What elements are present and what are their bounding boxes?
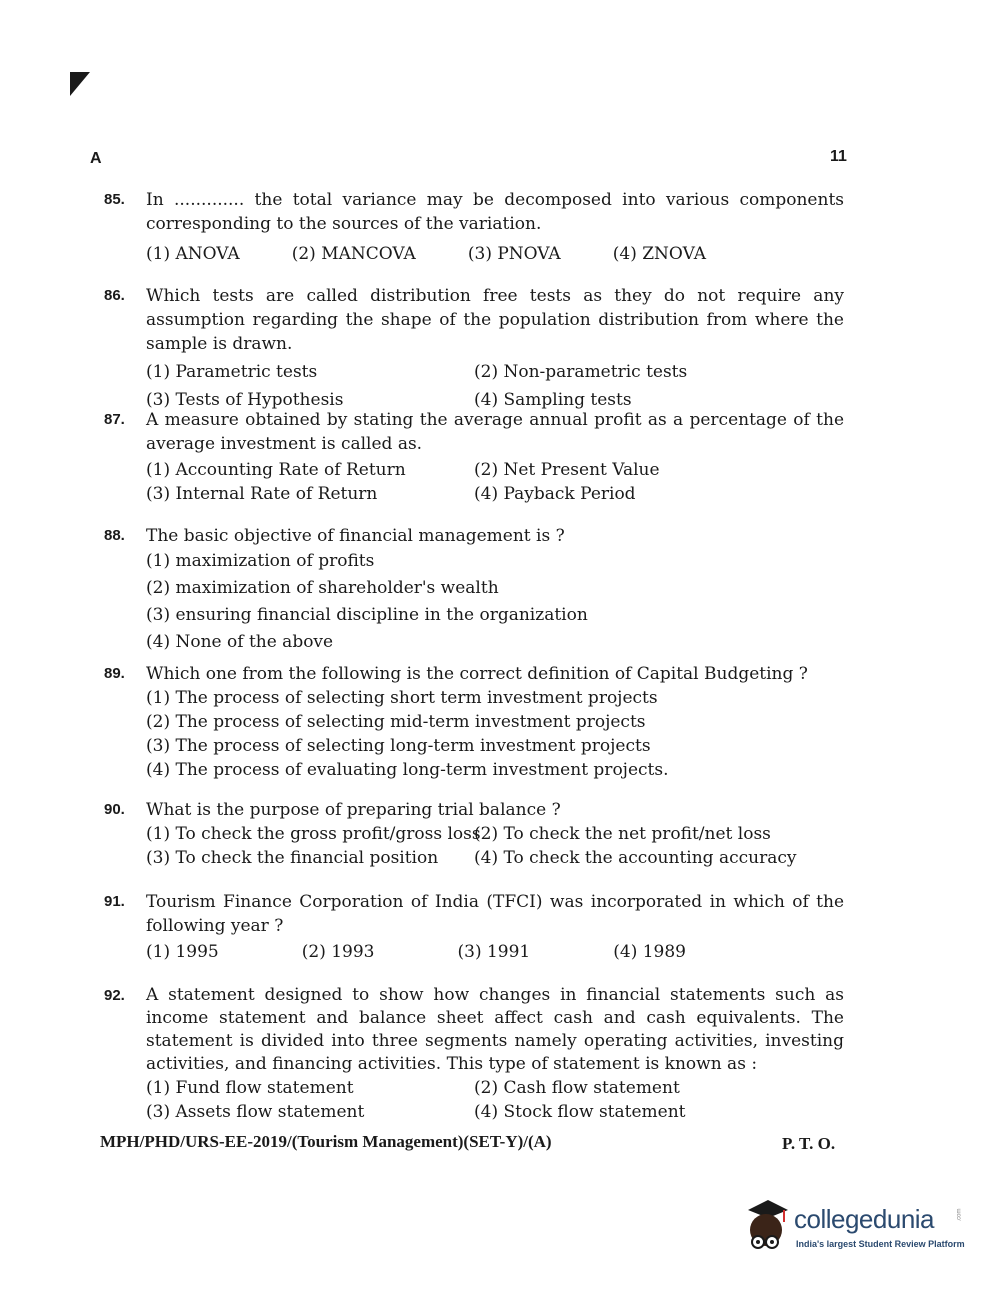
option-1: (1) 1995 — [146, 942, 219, 962]
options — [146, 686, 844, 782]
option-2: (2) Net Present Value — [474, 460, 660, 480]
question-text: Which tests are called distribution free tests as they do not require any assumption regarding the shape of the population distribution from where the sample is drawn. — [146, 286, 844, 354]
option-2: (2) Cash flow statement — [474, 1078, 680, 1098]
question-text: In ............. the total variance may be decomposed into various components corresponding to the sources of the variation. — [146, 190, 844, 234]
option-3: (3) Assets flow statement — [146, 1102, 365, 1122]
options — [146, 458, 844, 506]
option-2: (2) maximization of shareholder's wealth — [146, 578, 499, 598]
series-label: A — [90, 150, 102, 167]
option-3: (3) To check the financial position — [146, 848, 439, 868]
question-number: 92. — [104, 987, 125, 1004]
brand-suffix: .com — [956, 1208, 963, 1222]
option-4: (4) None of the above — [146, 632, 334, 652]
option-1: (1) ANOVA — [146, 244, 240, 264]
options — [146, 242, 706, 266]
question-85 — [104, 188, 844, 266]
collegedunia-logo — [738, 1196, 968, 1258]
brand-name: collegedunia — [794, 1204, 935, 1234]
options — [146, 1076, 844, 1124]
option-2: (2) To check the net profit/net loss — [474, 824, 771, 844]
question-text: Which one from the following is the correct definition of Capital Budgeting ? — [146, 664, 808, 684]
question-number: 90. — [104, 801, 125, 818]
options — [146, 822, 844, 870]
option-4: (4) Stock flow statement — [474, 1102, 686, 1122]
question-text: Tourism Finance Corporation of India (TFCI) was incorporated in which of the following year ? — [146, 892, 844, 936]
option-1: (1) Parametric tests — [146, 362, 318, 382]
options — [146, 940, 686, 964]
pto-label: P. T. O. — [782, 1134, 836, 1153]
page-number: 11 — [830, 148, 847, 165]
option-2: (2) The process of selecting mid-term investment projects — [146, 712, 646, 732]
question-89 — [104, 662, 844, 782]
option-1: (1) To check the gross profit/gross loss — [146, 824, 481, 844]
question-number: 87. — [104, 411, 125, 428]
option-4: (4) The process of evaluating long-term investment projects. — [146, 760, 669, 780]
question-text: A statement designed to show how changes in financial statements such as income statement and balance sheet affect cash and cash equivalents. The statement is divided into three segments namely operating activities, investing activities, and financing activities. This type of statement is known as : — [146, 985, 844, 1074]
question-text: What is the purpose of preparing trial balance ? — [146, 800, 561, 820]
question-87 — [104, 408, 844, 506]
question-text: The basic objective of financial management is ? — [146, 526, 565, 546]
question-number: 89. — [104, 665, 125, 682]
question-90 — [104, 798, 844, 870]
question-number: 91. — [104, 893, 125, 910]
question-91 — [104, 890, 844, 964]
option-4: (4) 1989 — [613, 942, 686, 962]
option-1: (1) Accounting Rate of Return — [146, 460, 406, 480]
option-3: (3) 1991 — [457, 942, 531, 962]
question-86 — [104, 284, 844, 412]
question-88 — [104, 524, 844, 656]
option-4: (4) ZNOVA — [612, 244, 706, 264]
options — [146, 548, 844, 656]
option-1: (1) maximization of profits — [146, 551, 375, 571]
corner-mark-icon — [70, 72, 90, 96]
option-4: (4) Payback Period — [474, 484, 636, 504]
option-1: (1) The process of selecting short term investment projects — [146, 688, 658, 708]
question-text: A measure obtained by stating the average annual profit as a percentage of the average investment is called as. — [146, 410, 844, 454]
option-4: (4) To check the accounting accuracy — [474, 848, 797, 868]
question-92 — [104, 984, 844, 1124]
option-1: (1) Fund flow statement — [146, 1078, 354, 1098]
question-number: 85. — [104, 191, 125, 208]
option-3: (3) Internal Rate of Return — [146, 484, 378, 504]
options — [146, 360, 844, 412]
question-number: 86. — [104, 287, 125, 304]
option-2: (2) 1993 — [301, 942, 375, 962]
option-3: (3) PNOVA — [467, 244, 561, 264]
option-2: (2) MANCOVA — [291, 244, 416, 264]
option-4: (4) Sampling tests — [474, 390, 632, 410]
brand-tagline: India's largest Student Review Platform — [796, 1239, 965, 1249]
question-number: 88. — [104, 527, 125, 544]
option-3: (3) The process of selecting long-term investment projects — [146, 736, 651, 756]
option-3: (3) Tests of Hypothesis — [146, 390, 344, 410]
mascot-icon — [738, 1196, 790, 1256]
option-3: (3) ensuring financial discipline in the organization — [146, 605, 588, 625]
exam-code: MPH/PHD/URS-EE-2019/(Tourism Management)(SET-Y)/(A) — [100, 1132, 552, 1151]
option-2: (2) Non-parametric tests — [474, 362, 688, 382]
